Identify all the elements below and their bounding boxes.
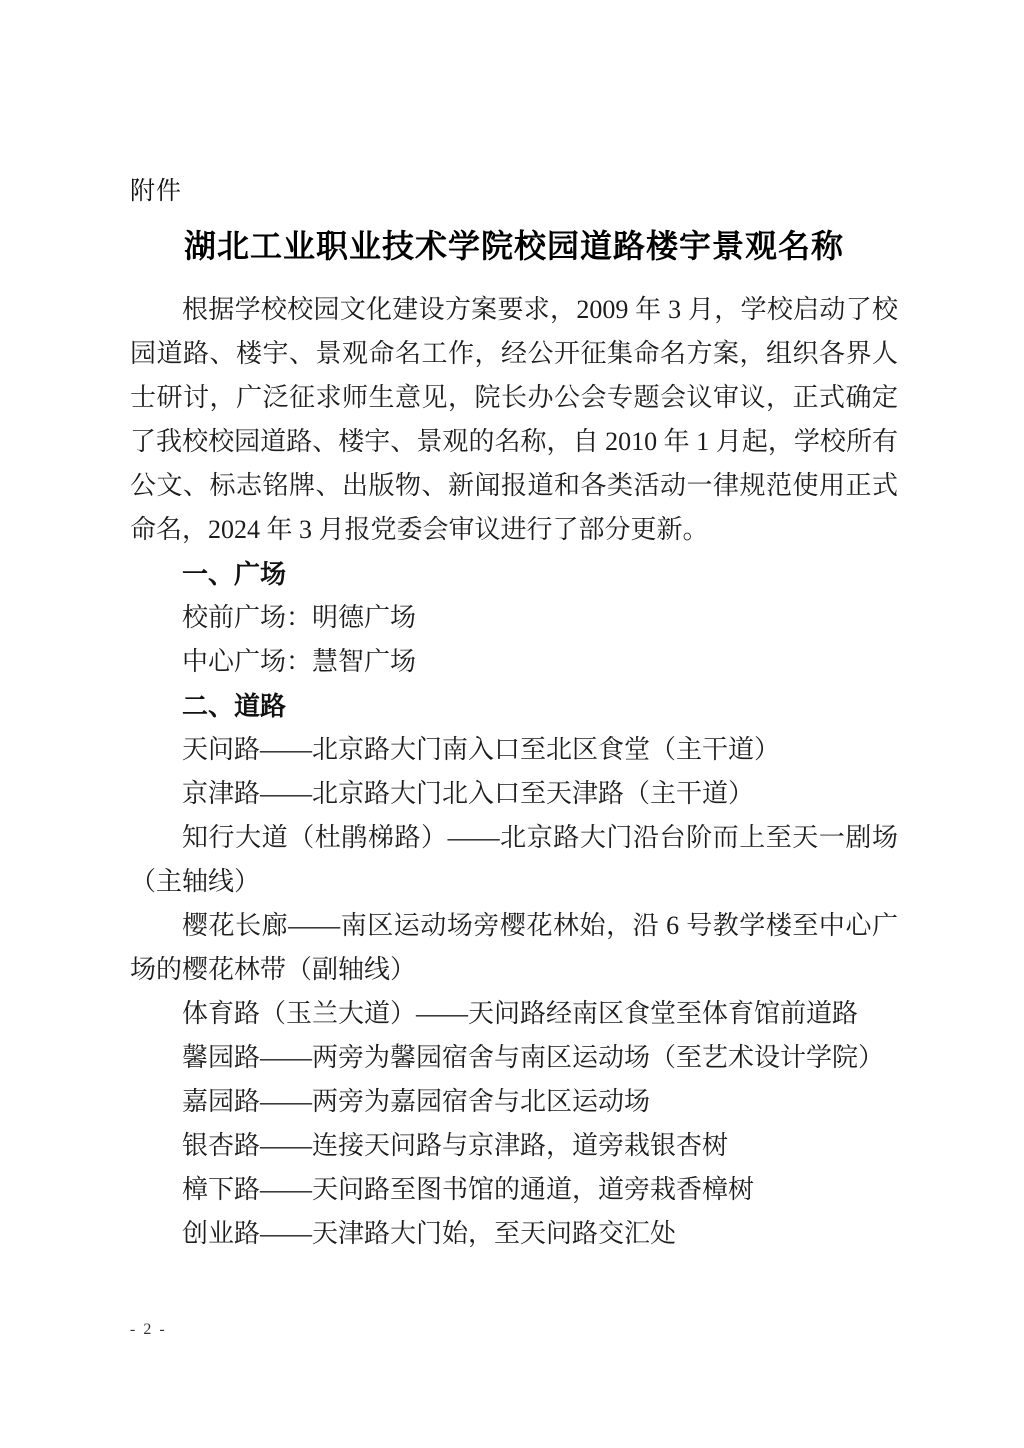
road-item-yinxing: 银杏路——连接天问路与京津路，道旁栽银杏树 [182, 1131, 729, 1160]
document-title: 湖北工业职业技术学院校园道路楼宇景观名称 [183, 228, 844, 264]
page-number: - 2 - [130, 1321, 167, 1338]
document-body [130, 288, 898, 1256]
section-heading-plaza: 一、广场 [182, 559, 287, 589]
attachment-label: 附件 [130, 177, 183, 205]
road-item-tiyu: 体育路（玉兰大道）——天问路经南区食堂至体育馆前道路 [182, 999, 859, 1028]
road-item-zhangxia: 樟下路——天问路至图书馆的通道，道旁栽香樟树 [182, 1175, 755, 1204]
road-item-zhixing: 知行大道（杜鹃梯路）——北京路大门沿台阶而上至天一剧场（主轴线） [130, 823, 898, 896]
road-item-jiayuan: 嘉园路——两旁为嘉园宿舍与北区运动场 [182, 1087, 651, 1116]
plaza-item-center: 中心广场：慧智广场 [182, 647, 417, 676]
road-item-jingjin: 京津路——北京路大门北入口至天津路（主干道） [182, 779, 755, 808]
road-item-chuangye: 创业路——天津路大门始，至天问路交汇处 [182, 1219, 677, 1248]
road-item-xinyuan: 馨园路——两旁为馨园宿舍与南区运动场（至艺术设计学院） [182, 1043, 885, 1072]
plaza-item-front: 校前广场：明德广场 [182, 603, 417, 632]
section-heading-roads: 二、道路 [182, 691, 287, 721]
road-item-yinghua: 樱花长廊——南区运动场旁樱花林始，沿 6 号教学楼至中心广场的樱花林带（副轴线） [130, 911, 898, 984]
road-item-tianwen: 天问路——北京路大门南入口至北区食堂（主干道） [182, 735, 781, 764]
intro-paragraph: 根据学校校园文化建设方案要求，2009 年 3 月，学校启动了校园道路、楼宇、景观命名工作，经公开征集命名方案，组织各界人士研讨，广泛征求师生意见，院长办公会专题会议审议，正式确定了我校校园道路、楼宇、景观的名称，自 2010 年 1 月起，学校所有公文、标志铭牌、出版物、新闻报道和各类活动一律规范使用正式命名，2024 年 3 月报党委会审议进行了部分更新。 [130, 295, 898, 544]
